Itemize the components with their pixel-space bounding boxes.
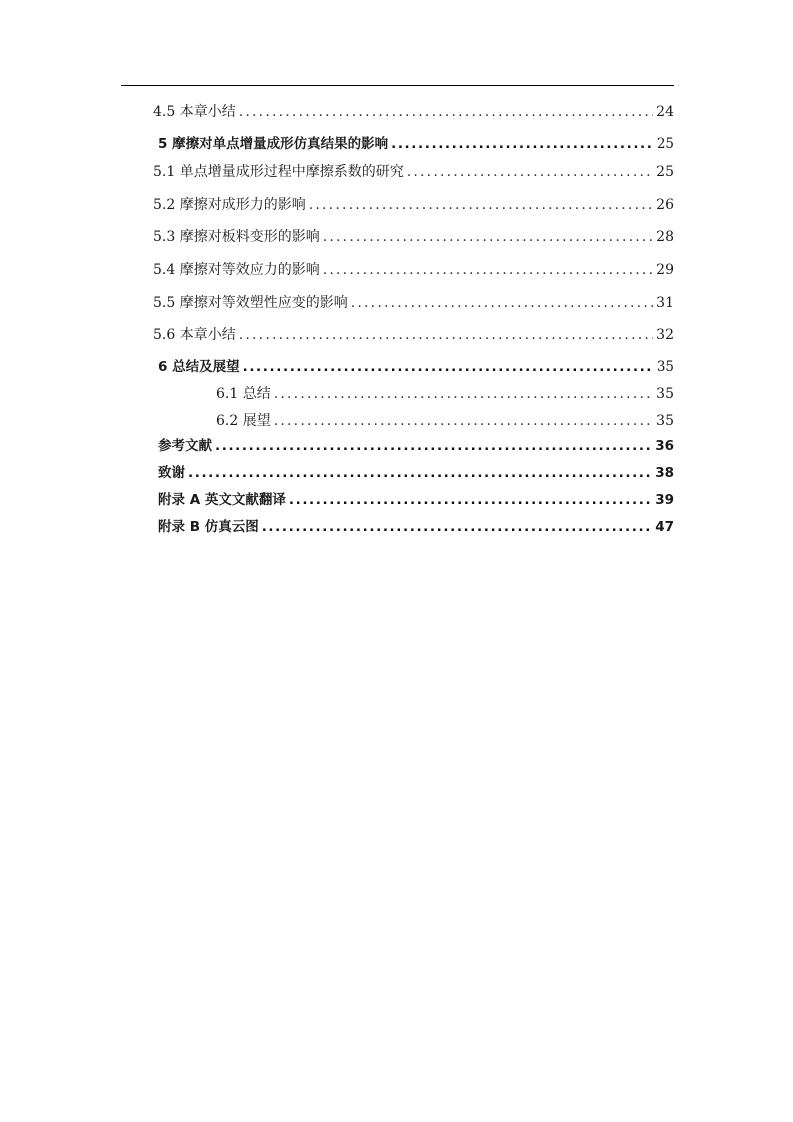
toc-leader-dots bbox=[289, 491, 652, 509]
toc-leader-dots bbox=[243, 358, 654, 376]
toc-label: 5.3 摩擦对板料变形的影响 bbox=[153, 229, 320, 245]
toc-entry-5-5[interactable] bbox=[153, 294, 674, 312]
toc-entry-5-4[interactable] bbox=[153, 261, 674, 279]
toc-entry-chapter-6[interactable] bbox=[158, 358, 674, 376]
toc-page-number: 26 bbox=[656, 197, 674, 213]
toc-label: 4.5 本章小结 bbox=[153, 104, 236, 120]
toc-leader-dots bbox=[323, 261, 653, 279]
toc-entry-acknowledgements[interactable] bbox=[158, 464, 674, 482]
toc-leader-dots bbox=[323, 228, 653, 246]
toc-label: 参考文献 bbox=[158, 438, 212, 454]
toc-leader-dots bbox=[188, 464, 652, 482]
toc-page-number: 38 bbox=[655, 465, 674, 481]
header-rule bbox=[121, 85, 674, 86]
toc-leader-dots bbox=[351, 294, 653, 312]
toc-page-number: 35 bbox=[656, 386, 674, 402]
toc-entry-references[interactable] bbox=[158, 437, 674, 455]
toc-label: 5.5 摩擦对等效塑性应变的影响 bbox=[153, 295, 348, 311]
toc-entry-appendix-b[interactable] bbox=[158, 518, 674, 536]
toc-leader-dots bbox=[215, 437, 652, 455]
toc-entry-6-2[interactable] bbox=[216, 412, 674, 430]
toc-page-number: 28 bbox=[656, 229, 674, 245]
toc-page-number: 36 bbox=[655, 438, 674, 454]
toc-label: 5.1 单点增量成形过程中摩擦系数的研究 bbox=[153, 164, 404, 180]
toc-label: 致谢 bbox=[158, 465, 185, 481]
toc-leader-dots bbox=[274, 385, 653, 403]
toc-page-number: 35 bbox=[656, 359, 674, 375]
toc-entry-5-3[interactable] bbox=[153, 228, 674, 246]
toc-leader-dots bbox=[239, 103, 653, 121]
toc-label: 5.2 摩擦对成形力的影响 bbox=[153, 197, 306, 213]
toc-label: 5.4 摩擦对等效应力的影响 bbox=[153, 262, 320, 278]
toc-page-number: 25 bbox=[656, 136, 674, 152]
toc-entry-4-5[interactable] bbox=[153, 103, 674, 121]
toc-label: 5.6 本章小结 bbox=[153, 327, 236, 343]
toc-page-number: 24 bbox=[656, 104, 674, 120]
toc-label: 6 总结及展望 bbox=[158, 359, 240, 375]
toc-leader-dots bbox=[262, 518, 653, 536]
toc-entry-5-1[interactable] bbox=[153, 163, 674, 181]
toc-label: 附录 A 英文文献翻译 bbox=[158, 492, 286, 508]
toc-leader-dots bbox=[407, 163, 653, 181]
toc-entry-chapter-5[interactable] bbox=[158, 135, 674, 153]
toc-page-number: 35 bbox=[656, 413, 674, 429]
toc-page-number: 25 bbox=[656, 164, 674, 180]
toc-entry-5-2[interactable] bbox=[153, 196, 674, 214]
toc-page-number: 32 bbox=[656, 327, 674, 343]
toc-leader-dots bbox=[239, 326, 653, 344]
toc-page-number: 47 bbox=[655, 519, 674, 535]
toc-page-number: 29 bbox=[656, 262, 674, 278]
toc-label: 附录 B 仿真云图 bbox=[158, 519, 259, 535]
toc-label: 6.1 总结 bbox=[216, 386, 271, 402]
toc-page-number: 31 bbox=[656, 295, 674, 311]
toc-leader-dots bbox=[274, 412, 653, 430]
toc-leader-dots bbox=[309, 196, 653, 214]
toc-label: 6.2 展望 bbox=[216, 413, 271, 429]
toc-entry-6-1[interactable] bbox=[216, 385, 674, 403]
toc-leader-dots bbox=[391, 135, 654, 153]
toc-page-number: 39 bbox=[655, 492, 674, 508]
toc-entry-5-6[interactable] bbox=[153, 326, 674, 344]
toc-entry-appendix-a[interactable] bbox=[158, 491, 674, 509]
toc-label: 5 摩擦对单点增量成形仿真结果的影响 bbox=[158, 136, 389, 152]
